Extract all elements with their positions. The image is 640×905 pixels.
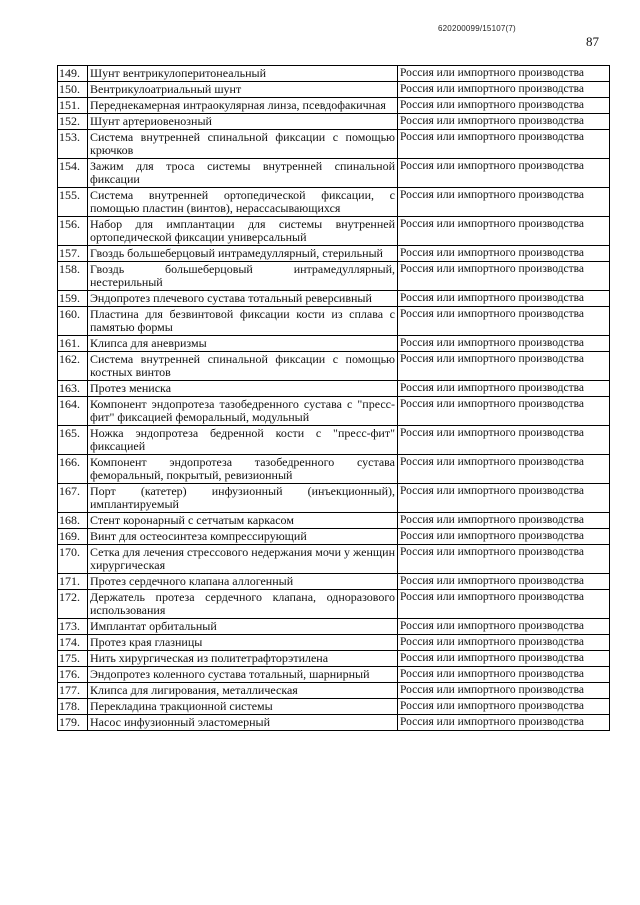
origin-cell: Россия или импортного производства — [398, 381, 610, 397]
origin-cell: Россия или импортного производства — [398, 352, 610, 381]
origin-cell: Россия или импортного производства — [398, 545, 610, 574]
table-row — [58, 114, 610, 130]
origin-cell: Россия или импортного производства — [398, 635, 610, 651]
table-row — [58, 291, 610, 307]
origin-cell: Россия или импортного производства — [398, 159, 610, 188]
item-name: Система внутренней ортопедической фиксации, с помощью пластин (винтов), нерассасывающихся — [88, 188, 398, 217]
item-name: Гвоздь большеберцовый интрамедуллярный, нестерильный — [88, 262, 398, 291]
table-row — [58, 699, 610, 715]
origin-cell: Россия или импортного производства — [398, 307, 610, 336]
row-number: 159. — [58, 291, 88, 307]
device-table — [57, 65, 610, 731]
item-name: Эндопротез плечевого сустава тотальный реверсивный — [88, 291, 398, 307]
item-name: Перекладина тракционной системы — [88, 699, 398, 715]
item-name: Имплантат орбитальный — [88, 619, 398, 635]
row-number: 177. — [58, 683, 88, 699]
origin-cell: Россия или импортного производства — [398, 336, 610, 352]
origin-cell: Россия или импортного производства — [398, 484, 610, 513]
row-number: 173. — [58, 619, 88, 635]
table-row — [58, 82, 610, 98]
origin-cell: Россия или импортного производства — [398, 699, 610, 715]
table-row — [58, 651, 610, 667]
item-name: Эндопротез коленного сустава тотальный, шарнирный — [88, 667, 398, 683]
table-row — [58, 66, 610, 82]
row-number: 167. — [58, 484, 88, 513]
item-name: Вентрикулоатриальный шунт — [88, 82, 398, 98]
row-number: 156. — [58, 217, 88, 246]
table-row — [58, 381, 610, 397]
origin-cell: Россия или импортного производства — [398, 114, 610, 130]
table-row — [58, 130, 610, 159]
table-row — [58, 667, 610, 683]
origin-cell: Россия или импортного производства — [398, 619, 610, 635]
item-name: Винт для остеосинтеза компрессирующий — [88, 529, 398, 545]
item-name: Шунт артериовенозный — [88, 114, 398, 130]
table-row — [58, 426, 610, 455]
table-row — [58, 715, 610, 731]
row-number: 171. — [58, 574, 88, 590]
item-name: Клипса для лигирования, металлическая — [88, 683, 398, 699]
item-name: Нить хирургическая из политетрафторэтилена — [88, 651, 398, 667]
origin-cell: Россия или импортного производства — [398, 667, 610, 683]
item-name: Насос инфузионный эластомерный — [88, 715, 398, 731]
origin-cell: Россия или импортного производства — [398, 574, 610, 590]
row-number: 169. — [58, 529, 88, 545]
origin-cell: Россия или импортного производства — [398, 715, 610, 731]
origin-cell: Россия или импортного производства — [398, 397, 610, 426]
item-name: Шунт вентрикулоперитонеальный — [88, 66, 398, 82]
item-name: Зажим для троса системы внутренней спинальной фиксации — [88, 159, 398, 188]
origin-cell: Россия или импортного производства — [398, 529, 610, 545]
row-number: 179. — [58, 715, 88, 731]
origin-cell: Россия или импортного производства — [398, 66, 610, 82]
item-name: Сетка для лечения стрессового недержания мочи у женщин хирургическая — [88, 545, 398, 574]
item-name: Клипса для аневризмы — [88, 336, 398, 352]
table-row — [58, 529, 610, 545]
item-name: Стент коронарный с сетчатым каркасом — [88, 513, 398, 529]
origin-cell: Россия или импортного производства — [398, 262, 610, 291]
row-number: 172. — [58, 590, 88, 619]
table-row — [58, 397, 610, 426]
item-name: Гвоздь большеберцовый интрамедуллярный, стерильный — [88, 246, 398, 262]
row-number: 157. — [58, 246, 88, 262]
origin-cell: Россия или импортного производства — [398, 188, 610, 217]
table-row — [58, 188, 610, 217]
origin-cell: Россия или импортного производства — [398, 590, 610, 619]
row-number: 150. — [58, 82, 88, 98]
row-number: 160. — [58, 307, 88, 336]
table-row — [58, 619, 610, 635]
table-row — [58, 590, 610, 619]
table-row — [58, 484, 610, 513]
item-name: Пластина для безвинтовой фиксации кости из сплава с памятью формы — [88, 307, 398, 336]
row-number: 168. — [58, 513, 88, 529]
item-name: Протез мениска — [88, 381, 398, 397]
item-name: Ножка эндопротеза бедренной кости с "пресс-фит" фиксацией — [88, 426, 398, 455]
table-row — [58, 513, 610, 529]
origin-cell: Россия или импортного производства — [398, 513, 610, 529]
origin-cell: Россия или импортного производства — [398, 130, 610, 159]
item-name: Компонент эндопротеза тазобедренного сустава феморальный, покрытый, ревизионный — [88, 455, 398, 484]
row-number: 175. — [58, 651, 88, 667]
row-number: 152. — [58, 114, 88, 130]
table-row — [58, 262, 610, 291]
row-number: 161. — [58, 336, 88, 352]
document-code: 620200099/15107(7) — [438, 24, 516, 33]
row-number: 163. — [58, 381, 88, 397]
table-row — [58, 246, 610, 262]
origin-cell: Россия или импортного производства — [398, 82, 610, 98]
table-row — [58, 307, 610, 336]
origin-cell: Россия или импортного производства — [398, 217, 610, 246]
row-number: 162. — [58, 352, 88, 381]
item-name: Порт (катетер) инфузионный (инъекционный), имплантируемый — [88, 484, 398, 513]
row-number: 170. — [58, 545, 88, 574]
table-row — [58, 545, 610, 574]
item-name: Протез края глазницы — [88, 635, 398, 651]
row-number: 149. — [58, 66, 88, 82]
row-number: 166. — [58, 455, 88, 484]
table-row — [58, 217, 610, 246]
origin-cell: Россия или импортного производства — [398, 426, 610, 455]
table-row — [58, 98, 610, 114]
origin-cell: Россия или импортного производства — [398, 246, 610, 262]
table-row — [58, 574, 610, 590]
item-name: Переднекамерная интраокулярная линза, псевдофакичная — [88, 98, 398, 114]
table-row — [58, 683, 610, 699]
table-row — [58, 159, 610, 188]
origin-cell: Россия или импортного производства — [398, 651, 610, 667]
table-row — [58, 336, 610, 352]
table-row — [58, 352, 610, 381]
row-number: 158. — [58, 262, 88, 291]
row-number: 176. — [58, 667, 88, 683]
row-number: 154. — [58, 159, 88, 188]
table-row — [58, 455, 610, 484]
item-name: Система внутренней спинальной фиксации с помощью крючков — [88, 130, 398, 159]
origin-cell: Россия или импортного производства — [398, 98, 610, 114]
table-row — [58, 635, 610, 651]
row-number: 153. — [58, 130, 88, 159]
row-number: 151. — [58, 98, 88, 114]
row-number: 165. — [58, 426, 88, 455]
origin-cell: Россия или импортного производства — [398, 291, 610, 307]
item-name: Держатель протеза сердечного клапана, одноразового использования — [88, 590, 398, 619]
row-number: 178. — [58, 699, 88, 715]
page-number: 87 — [586, 34, 599, 49]
item-name: Протез сердечного клапана аллогенный — [88, 574, 398, 590]
row-number: 174. — [58, 635, 88, 651]
row-number: 155. — [58, 188, 88, 217]
origin-cell: Россия или импортного производства — [398, 683, 610, 699]
item-name: Набор для имплантации для системы внутренней ортопедической фиксации универсальный — [88, 217, 398, 246]
row-number: 164. — [58, 397, 88, 426]
item-name: Компонент эндопротеза тазобедренного сустава с "пресс-фит" фиксацией феморальный, модульный — [88, 397, 398, 426]
origin-cell: Россия или импортного производства — [398, 455, 610, 484]
item-name: Система внутренней спинальной фиксации с помощью костных винтов — [88, 352, 398, 381]
